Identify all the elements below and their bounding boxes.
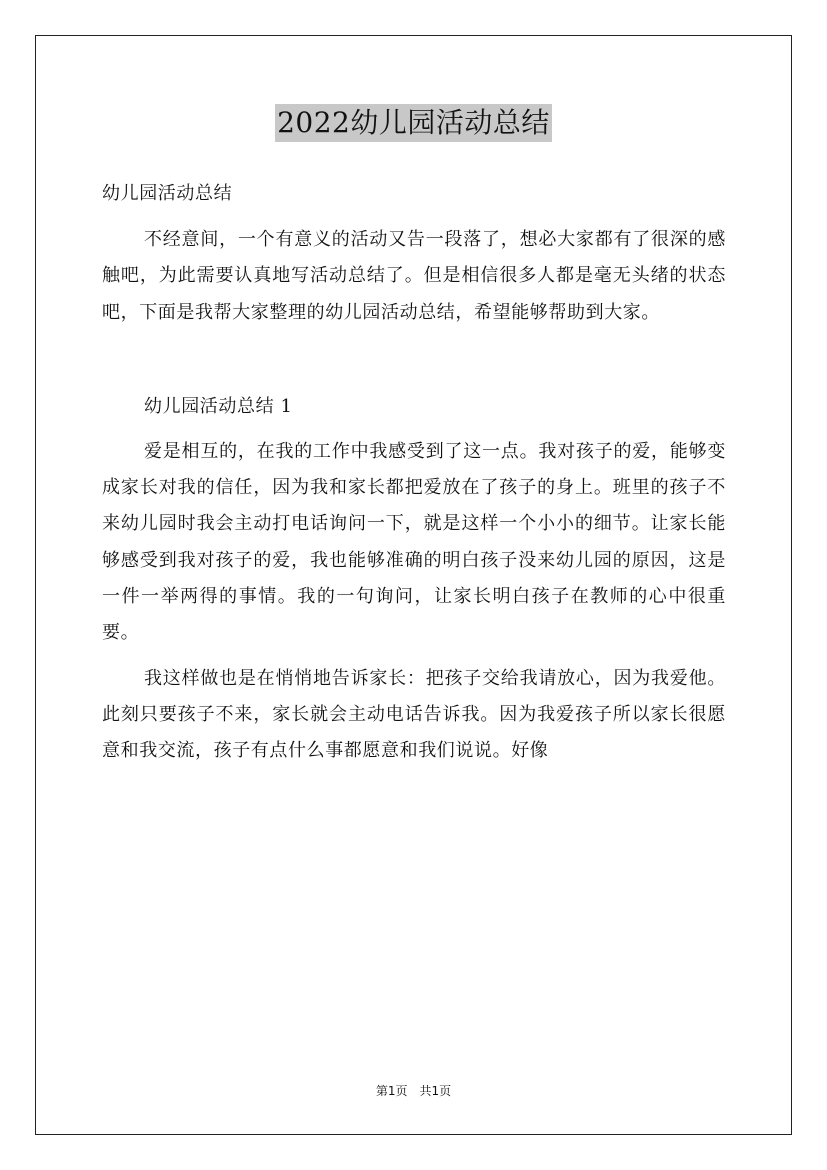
spacer [102, 331, 726, 389]
spacer [102, 652, 726, 661]
page-footer: 第1页 共1页 [375, 1084, 452, 1098]
spacer [102, 425, 726, 434]
body-paragraph-1: 爱是相互的，在我的工作中我感受到了这一点。我对孩子的爱，能够变成家长对我的信任，因为我和家长都把爱放在了孩子的身上。班里的孩子不来幼儿园时我会主动打电话询问一下，就是这样一个小小的细节。让家长能够感受到我对孩子的爱，我也能够准确的明白孩子没来幼儿园的原因，这是一件一举两得的事情。我的一句询问，让家长明白孩子在教师的心中很重要。 [102, 440, 726, 644]
document-body [102, 176, 726, 770]
title-wrap [0, 104, 827, 142]
document-subtitle: 幼儿园活动总结 [102, 183, 233, 204]
spacer [102, 212, 726, 222]
intro-paragraph: 不经意间，一个有意义的活动又告一段落了，想必大家都有了很深的感触吧，为此需要认真地写活动总结了。但是相信很多人都是毫无头绪的状态吧，下面是我帮大家整理的幼儿园活动总结，希望能够帮助到大家。 [102, 229, 726, 323]
body-paragraph-2: 我这样做也是在悄悄地告诉家长：把孩子交给我请放心，因为我爱他。此刻只要孩子不来，家长就会主动电话告诉我。因为我爱孩子所以家长很愿意和我交流，孩子有点什么事都愿意和我们说说。好像 [102, 667, 726, 762]
document-title: 2022幼儿园活动总结 [275, 104, 552, 142]
section-heading: 幼儿园活动总结 1 [144, 395, 293, 417]
